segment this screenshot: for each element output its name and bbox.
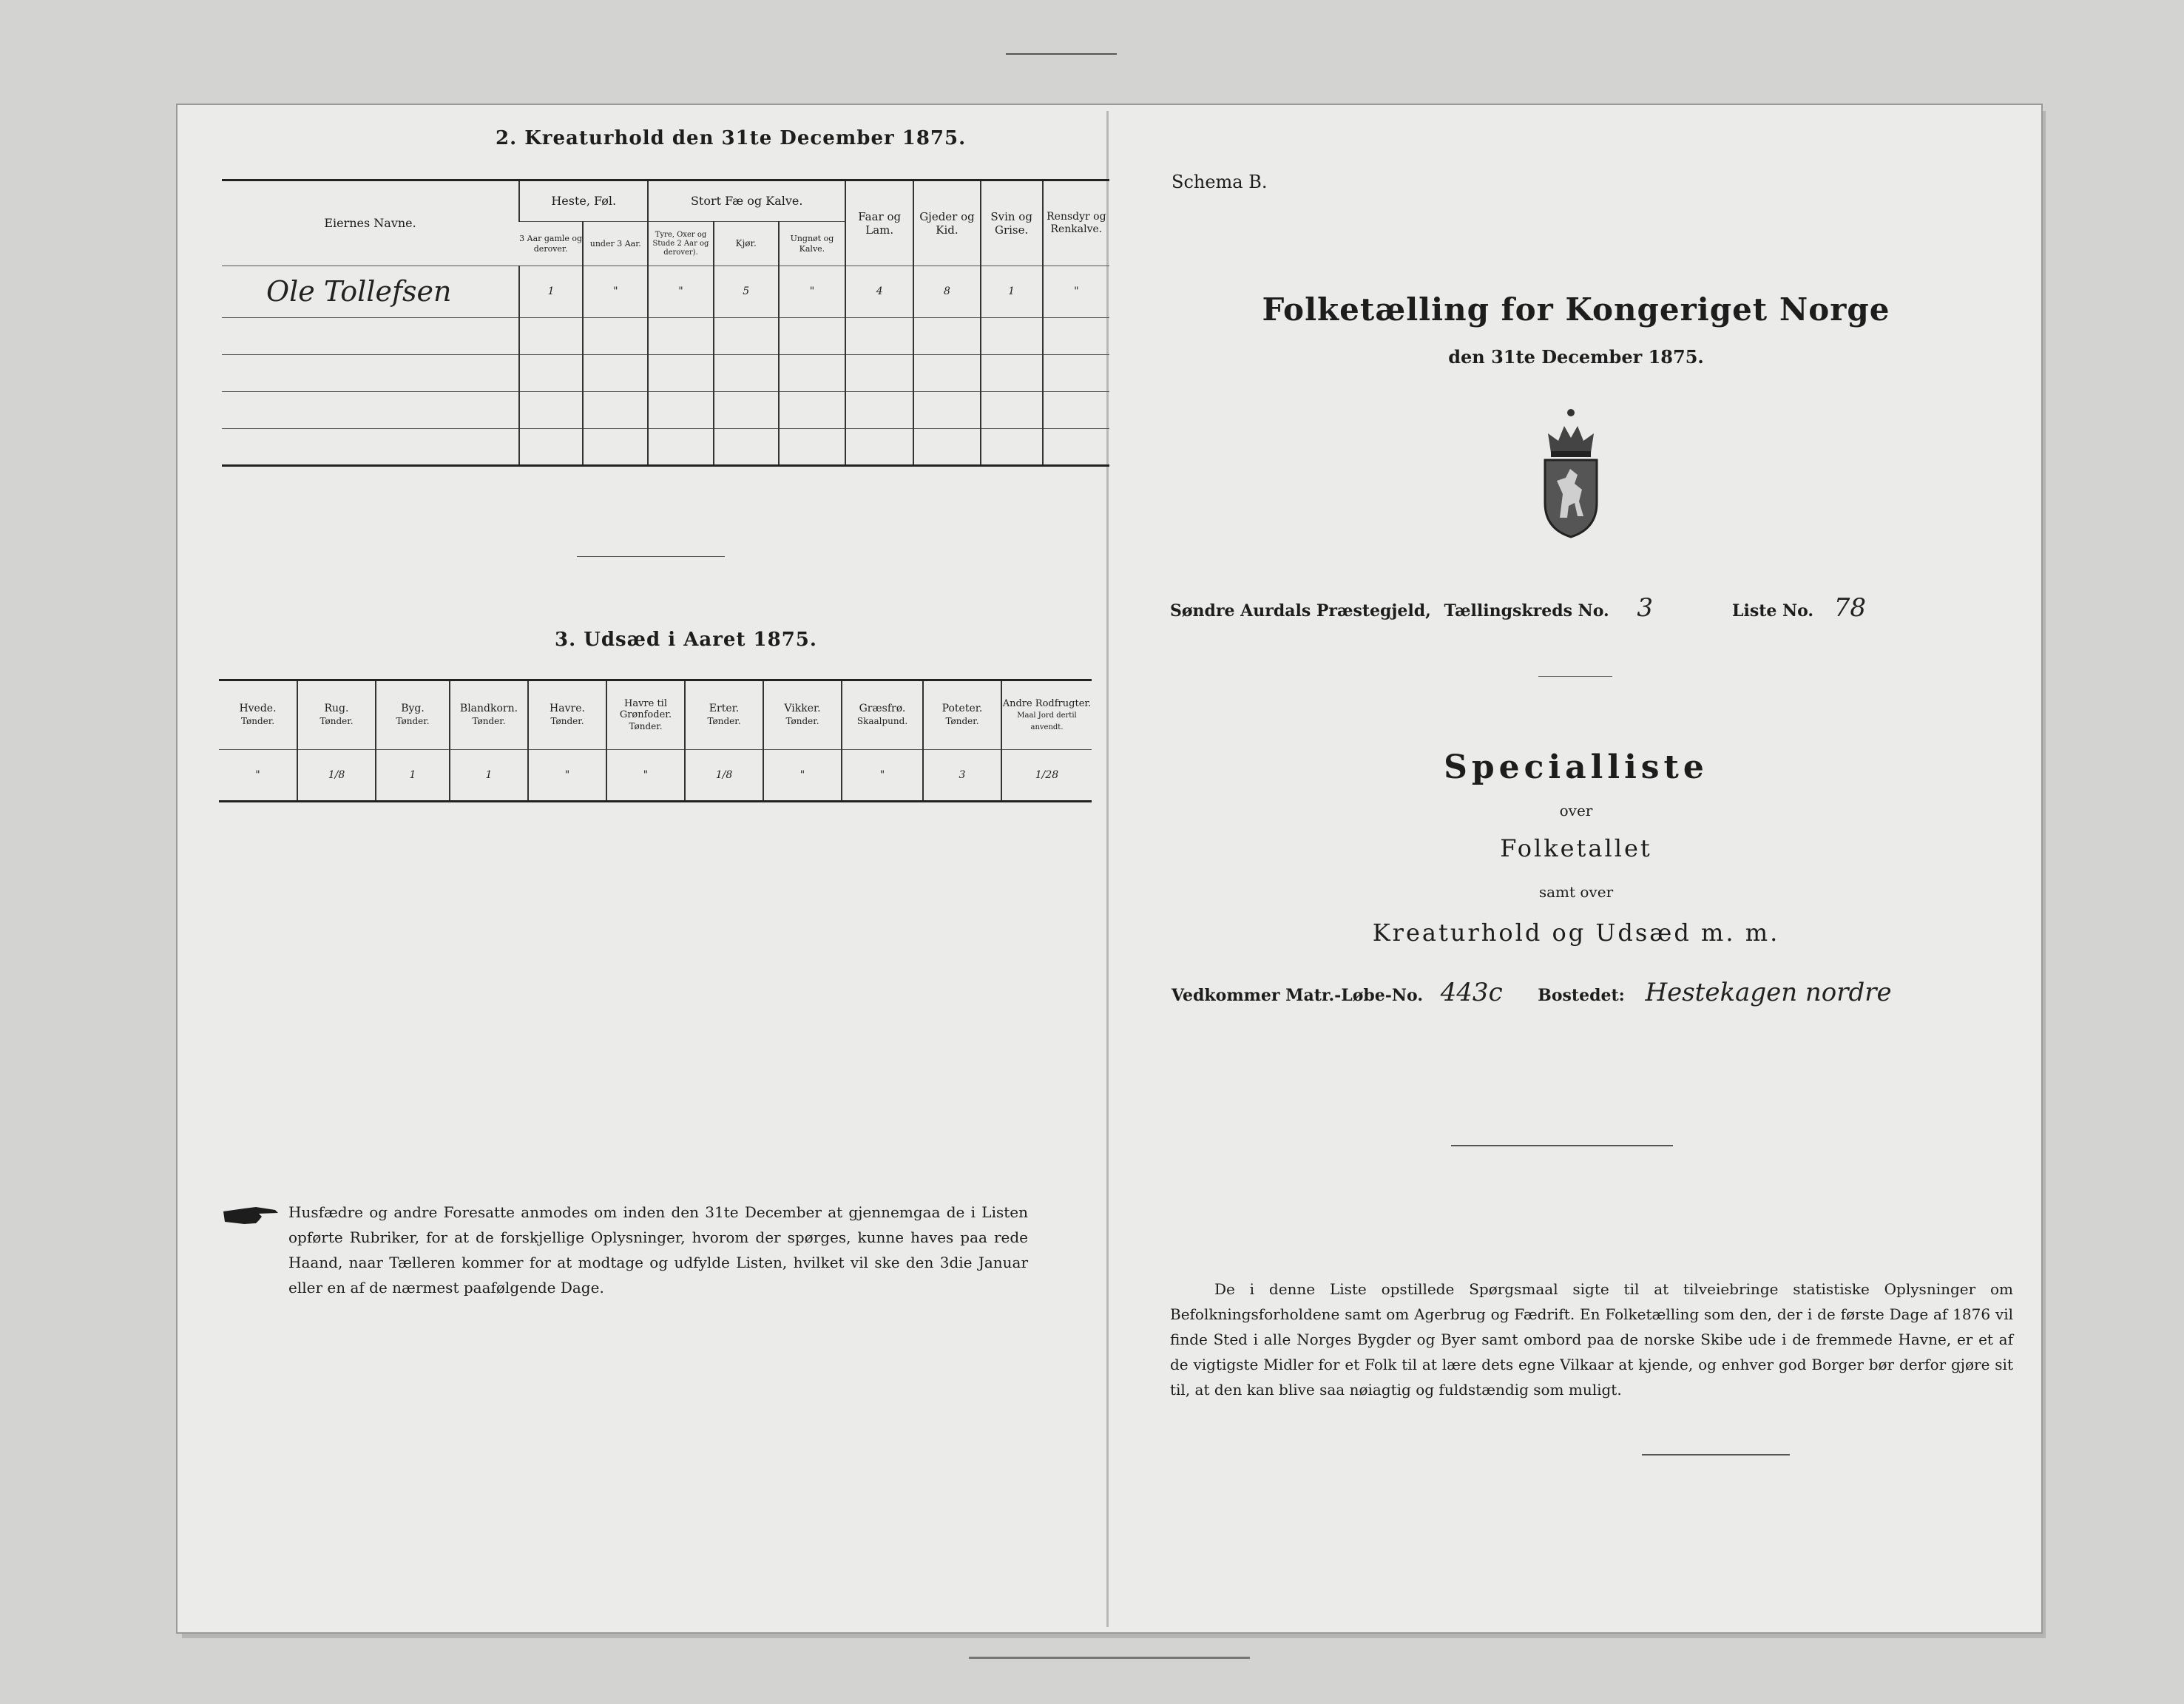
header-name: Eiernes Navne. — [222, 180, 519, 266]
section2-title: 2. Kreaturhold den 31te December 1875. — [496, 127, 967, 149]
table-row — [222, 355, 1109, 392]
location-row — [1170, 593, 1653, 623]
header-andre-rodfrugter: Andre Rodfrugter. Maal Jord dertil anvendt. — [1001, 680, 1092, 750]
cell: 1 — [519, 266, 583, 318]
header-heste-b: under 3 Aar. — [583, 222, 648, 266]
liste-row — [1732, 593, 1866, 623]
census-sheet — [178, 105, 2041, 1632]
cell: 1 — [376, 750, 450, 802]
notice-text: Husfædre og andre Foresatte anmodes om inden den 31te December at gjennemgaa de i Listen opførte Rubriker, for at de forskjellige Oplysninger, hvorom der spørges, kunne haves paa rede Haand, naar Tælleren kommer for at modtage og udfylde Listen, hvilket vil ske den 3die Januar eller en af de nærmest paafølgende Dage. — [288, 1203, 1028, 1296]
liste-label: Liste No. — [1732, 601, 1814, 621]
table-row — [219, 750, 1092, 802]
liste-value: 78 — [1833, 593, 1867, 623]
divider — [1451, 1145, 1673, 1146]
header-heste: Heste, Føl. — [519, 180, 648, 222]
header-gjeder: Gjeder og Kid. — [913, 180, 980, 266]
main-title: Folketælling for Kongeriget Norge — [1262, 291, 1890, 328]
header-stort-a: Tyre, Oxer og Stude 2 Aar og derover). — [648, 222, 713, 266]
cell: 1 — [450, 750, 528, 802]
cell: 5 — [714, 266, 779, 318]
cell: 1 — [981, 266, 1043, 318]
header-rug: Rug. Tønder. — [297, 680, 376, 750]
header-heste-a: 3 Aar gamle og derover. — [519, 222, 583, 266]
header-hvede: Hvede. Tønder. — [219, 680, 297, 750]
cell: 4 — [845, 266, 913, 318]
cell: " — [606, 750, 685, 802]
header-stort-c: Ungnøt og Kalve. — [779, 222, 845, 266]
table-row — [222, 318, 1109, 355]
cell: " — [648, 266, 713, 318]
header-svin: Svin og Grise. — [981, 180, 1043, 266]
table-row — [222, 429, 1109, 466]
header-stort: Stort Fæ og Kalve. — [648, 180, 845, 222]
scan-mark-top — [1006, 53, 1117, 55]
udsaed-table — [219, 679, 1092, 802]
header-stort-b: Kjør. — [714, 222, 779, 266]
divider — [1642, 1454, 1790, 1456]
kreds-value: 3 — [1637, 593, 1654, 623]
kreds-label: Tællingskreds No. — [1444, 601, 1609, 621]
prestegjeld-label: Søndre Aurdals Præstegjeld, — [1170, 601, 1431, 621]
bosted-label: Bostedet: — [1538, 986, 1625, 1005]
header-vikker: Vikker. Tønder. — [763, 680, 842, 750]
matr-row — [1172, 978, 1892, 1007]
samt-over-label: samt over — [1538, 883, 1614, 901]
cell: 8 — [913, 266, 980, 318]
coat-of-arms-icon — [1538, 407, 1604, 540]
cell: 3 — [923, 750, 1001, 802]
header-rensdyr: Rensdyr og Renkalve. — [1043, 180, 1109, 266]
header-havre: Havre. Tønder. — [528, 680, 606, 750]
cell: " — [1043, 266, 1109, 318]
cell: " — [219, 750, 297, 802]
table-row — [222, 266, 1109, 318]
cell: 1/8 — [297, 750, 376, 802]
matr-label: Vedkommer Matr.-Løbe-No. — [1172, 986, 1423, 1005]
table-row — [222, 392, 1109, 429]
scan-mark-bottom — [969, 1657, 1250, 1659]
owner-name: Ole Tollefsen — [222, 266, 519, 318]
header-havre-gronfoder: Havre til Grønfoder. Tønder. — [606, 680, 685, 750]
section3-title: 3. Udsæd i Aaret 1875. — [555, 629, 817, 651]
schema-label: Schema B. — [1172, 172, 1268, 192]
folketallet-label: Folketallet — [1500, 834, 1652, 862]
header-byg: Byg. Tønder. — [376, 680, 450, 750]
cell: " — [779, 266, 845, 318]
header-poteter: Poteter. Tønder. — [923, 680, 1001, 750]
cell: 1/8 — [685, 750, 763, 802]
cell: 1/28 — [1001, 750, 1092, 802]
cell: " — [528, 750, 606, 802]
kreaturhold-table — [222, 179, 1109, 467]
right-page — [1111, 105, 2041, 1632]
kreaturhold-label: Kreaturhold og Udsæd m. m. — [1372, 919, 1780, 947]
explanation-paragraph: De i denne Liste opstillede Spørgsmaal sigte til at tilveiebringe statistiske Oplysninger om Befolkningsforholdene samt om Agerbrug og Fædrift. En Folketælling som den, der i de første Dage af 1876 vil finde Sted i alle Norges Bygder og Byer samt ombord paa de norske Skibe ude i de fremmede Havne, er et af de vigtigste Midler for et Folk til at lære dets egne Vilkaar at kjende, og enhver god Borger bør derfor gjøre sit til, at den kan blive saa nøiagtig og fuldstændig som muligt. — [1170, 1280, 2013, 1399]
left-page — [178, 105, 1106, 1632]
cell: " — [842, 750, 923, 802]
header-blandkorn: Blandkorn. Tønder. — [450, 680, 528, 750]
header-faar: Faar og Lam. — [845, 180, 913, 266]
divider — [577, 556, 725, 557]
cell: " — [763, 750, 842, 802]
divider — [1538, 676, 1612, 677]
bosted-value: Hestekagen nordre — [1645, 978, 1892, 1007]
specialliste-title: Specialliste — [1444, 748, 1708, 786]
matr-value: 443c — [1440, 978, 1503, 1007]
cell: " — [583, 266, 648, 318]
pointing-hand-icon — [222, 1204, 281, 1226]
header-erter: Erter. Tønder. — [685, 680, 763, 750]
census-date: den 31te December 1875. — [1448, 346, 1704, 368]
header-graesfro: Græsfrø. Skaalpund. — [842, 680, 923, 750]
over-label: over — [1559, 802, 1593, 819]
